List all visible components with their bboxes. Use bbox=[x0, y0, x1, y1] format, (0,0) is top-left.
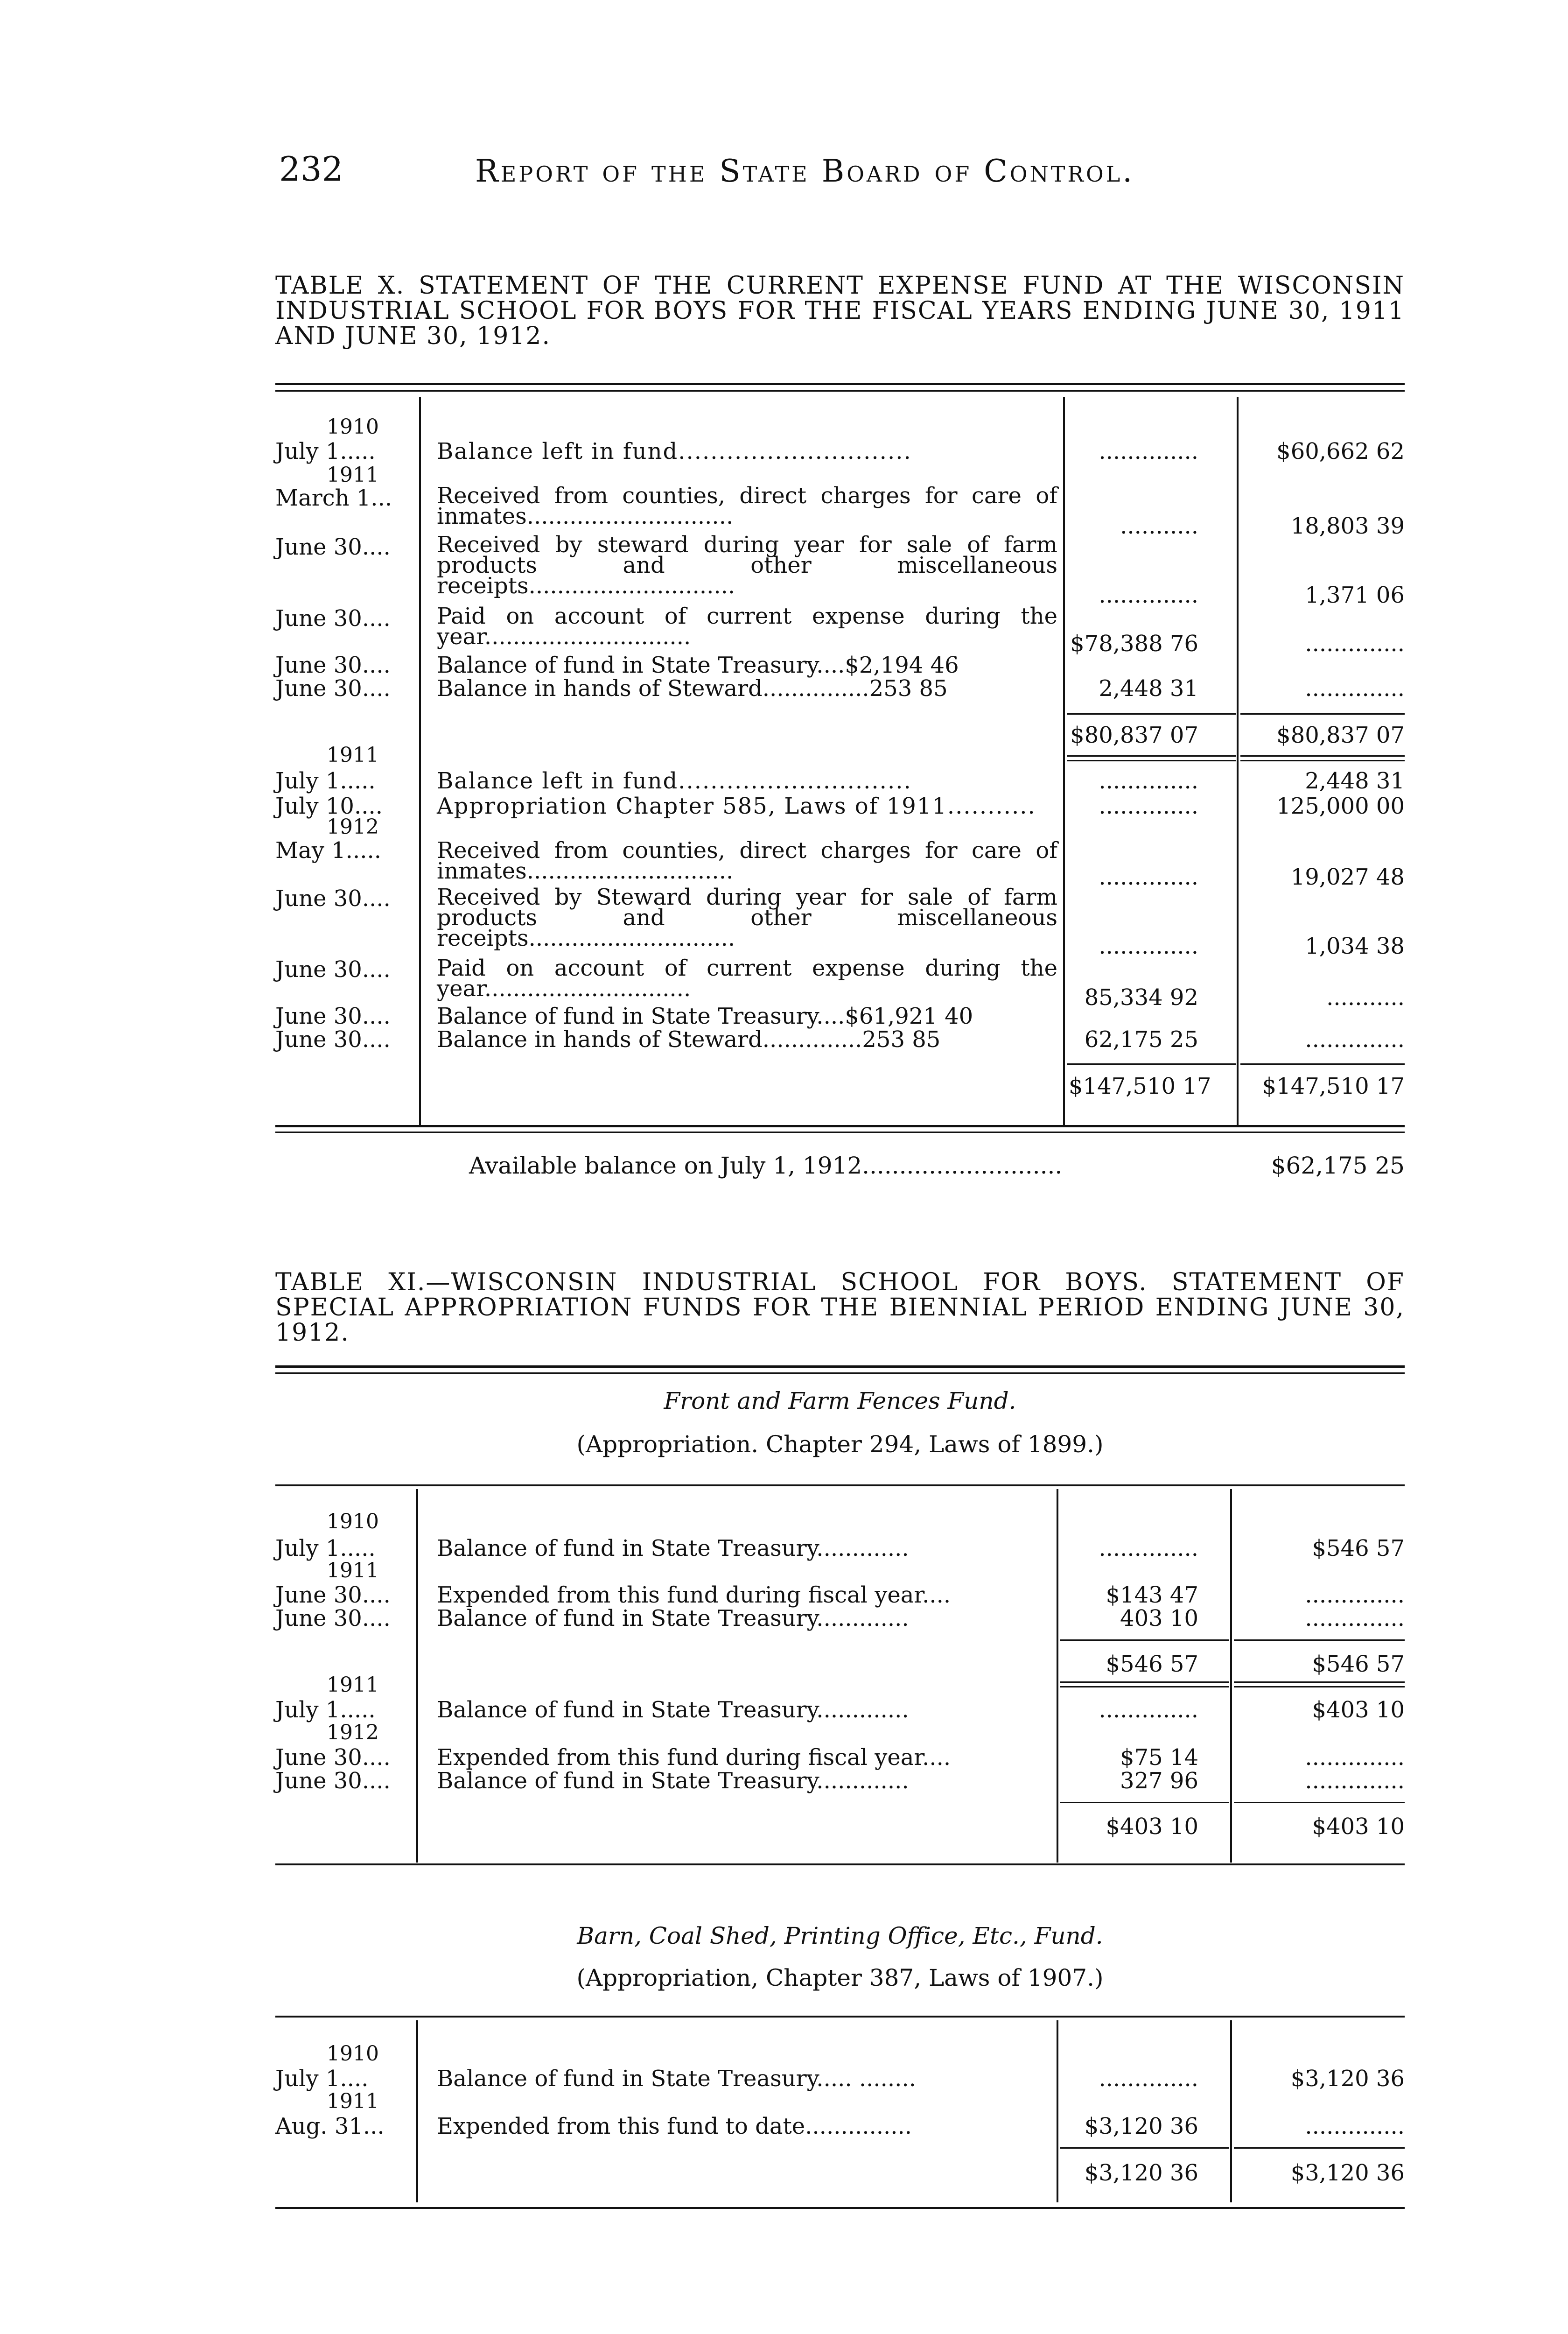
table-row bbox=[275, 439, 1405, 464]
row-date: June 30.... bbox=[275, 1605, 391, 1631]
row-date: June 30.... bbox=[275, 1026, 391, 1053]
row-description: Received from counties, direct charges for care of inmates............................. bbox=[437, 483, 1057, 529]
row-date: July 1..... bbox=[275, 1535, 376, 1561]
subtotal-rule bbox=[1067, 713, 1236, 715]
table-row bbox=[275, 1697, 1405, 1722]
year-label: 1912 bbox=[327, 1721, 379, 1744]
row-mid-amount: .............. bbox=[1099, 933, 1198, 959]
row-date: March 1... bbox=[275, 485, 392, 511]
table-row bbox=[275, 1768, 1405, 1793]
fund-1-title: Front and Farm Fences Fund. bbox=[664, 1387, 1016, 1414]
row-description: Balance of fund in State Treasury............. bbox=[437, 1605, 909, 1631]
row-description: Balance of fund in State Treasury....$61,921 40 bbox=[437, 1003, 973, 1029]
row-date: June 30.... bbox=[275, 1744, 391, 1771]
row-mid-amount: 403 10 bbox=[1120, 1605, 1198, 1631]
subtotal-rule bbox=[1060, 1802, 1229, 1803]
row-right-amount: .............. bbox=[1305, 1582, 1405, 1608]
table-row bbox=[275, 653, 1405, 678]
table-x-bottom-rule-2 bbox=[275, 1132, 1405, 1133]
fund-2-top-rule bbox=[275, 2016, 1405, 2018]
row-right-amount: $546 57 bbox=[1312, 1535, 1405, 1561]
row-description: Paid on account of current expense during the year............................. bbox=[437, 603, 1057, 650]
subtotal-rule bbox=[1240, 1063, 1405, 1065]
row-description: Balance of fund in State Treasury..... ........ bbox=[437, 2066, 916, 2092]
fund-2-bottom-rule bbox=[275, 2207, 1405, 2209]
page-number: 232 bbox=[279, 149, 343, 189]
row-date: June 30.... bbox=[275, 1768, 391, 1794]
year-label: 1910 bbox=[327, 2042, 379, 2066]
fund-2-appropriation: (Appropriation, Chapter 387, Laws of 1907.) bbox=[576, 1964, 1104, 1991]
running-head: Report of the State Board of Control. bbox=[475, 153, 1135, 189]
row-right-amount: .............. bbox=[1305, 1026, 1405, 1053]
table-row-total bbox=[275, 723, 1405, 748]
table-xi-top-rule bbox=[275, 1365, 1405, 1368]
table-row-total bbox=[275, 1814, 1405, 1839]
row-date: Aug. 31... bbox=[275, 2113, 385, 2139]
year-label: 1911 bbox=[327, 1559, 379, 1582]
row-description: Received by Steward during year for sale of farm products and other miscellaneous receipts............................. bbox=[437, 884, 1057, 951]
subtotal-rule bbox=[1234, 1802, 1405, 1803]
row-date: July 1..... bbox=[275, 1697, 376, 1723]
table-row bbox=[275, 1606, 1405, 1631]
row-date: June 30.... bbox=[275, 605, 391, 632]
row-mid-amount: 62,175 25 bbox=[1084, 1026, 1198, 1053]
available-balance-amount: $62,175 25 bbox=[1271, 1152, 1405, 1179]
row-right-amount: 18,803 39 bbox=[1290, 513, 1405, 539]
table-row bbox=[275, 794, 1405, 819]
total-rule bbox=[1067, 755, 1236, 757]
subtotal-rule bbox=[1067, 1063, 1236, 1065]
table-row bbox=[275, 1027, 1405, 1052]
table-row bbox=[275, 2066, 1405, 2091]
year-label: 1911 bbox=[327, 1673, 379, 1697]
row-description: Expended from this fund during fiscal year.... bbox=[437, 1582, 951, 1608]
row-description: Balance left in fund............................. bbox=[437, 768, 912, 794]
row-date: June 30.... bbox=[275, 534, 391, 560]
subtotal-rule bbox=[1060, 2147, 1229, 2149]
table-row-total bbox=[275, 1652, 1405, 1677]
row-date: July 1..... bbox=[275, 438, 376, 464]
row-description: Appropriation Chapter 585, Laws of 1911........... bbox=[437, 793, 1036, 819]
total-right: $403 10 bbox=[1312, 1814, 1405, 1840]
row-description: Balance in hands of Steward...............253 85 bbox=[437, 675, 948, 702]
total-rule bbox=[1060, 1686, 1229, 1687]
total-mid: $147,510 17 bbox=[1069, 1073, 1211, 1099]
row-mid-amount: $143 47 bbox=[1106, 1582, 1198, 1608]
row-mid-amount: 2,448 31 bbox=[1099, 675, 1198, 702]
row-mid-amount: $3,120 36 bbox=[1084, 2113, 1198, 2139]
row-mid-amount: 327 96 bbox=[1120, 1768, 1198, 1794]
total-right: $80,837 07 bbox=[1276, 722, 1405, 748]
row-mid-amount: .............. bbox=[1099, 864, 1198, 890]
row-mid-amount: $75 14 bbox=[1120, 1744, 1198, 1771]
table-row bbox=[275, 1582, 1405, 1608]
total-mid: $546 57 bbox=[1106, 1651, 1198, 1677]
table-row-total bbox=[275, 2160, 1405, 2186]
row-right-amount: 1,371 06 bbox=[1305, 582, 1405, 608]
table-row bbox=[275, 768, 1405, 794]
available-balance-text: Available balance on July 1, 1912........................... bbox=[469, 1152, 1063, 1179]
table-x-bottom-rule bbox=[275, 1125, 1405, 1127]
fund-2-title: Barn, Coal Shed, Printing Office, Etc., Fund. bbox=[577, 1922, 1103, 1949]
row-date: June 30.... bbox=[275, 1582, 391, 1608]
row-description: Balance of fund in State Treasury............. bbox=[437, 1535, 909, 1561]
fund-1-bottom-rule bbox=[275, 1863, 1405, 1865]
fund-1-top-rule bbox=[275, 1484, 1405, 1486]
row-right-amount: .............. bbox=[1305, 1605, 1405, 1631]
total-right: $147,510 17 bbox=[1262, 1073, 1405, 1099]
total-rule bbox=[1067, 760, 1236, 761]
row-mid-amount: $78,388 76 bbox=[1070, 631, 1198, 657]
row-right-amount: .............. bbox=[1305, 631, 1405, 657]
row-description: Received by steward during year for sale of farm products and other miscellaneous receipts............................. bbox=[437, 532, 1057, 599]
row-description: Balance in hands of Steward..............253 85 bbox=[437, 1026, 941, 1053]
row-date: May 1..... bbox=[275, 837, 381, 864]
year-label: 1911 bbox=[327, 2089, 379, 2113]
row-right-amount: ........... bbox=[1326, 984, 1405, 1011]
subtotal-rule bbox=[1234, 1639, 1405, 1641]
subtotal-rule bbox=[1234, 2147, 1405, 2149]
table-xi-top-rule-2 bbox=[275, 1372, 1405, 1374]
subtotal-rule bbox=[1240, 713, 1405, 715]
row-date: June 30.... bbox=[275, 675, 391, 702]
row-right-amount: 125,000 00 bbox=[1276, 793, 1405, 819]
row-right-amount: .............. bbox=[1305, 1744, 1405, 1771]
fund-1-appropriation: (Appropriation. Chapter 294, Laws of 1899.) bbox=[576, 1431, 1104, 1458]
row-description: Received from counties, direct charges for care of inmates............................. bbox=[437, 837, 1057, 884]
total-rule bbox=[1234, 1686, 1405, 1687]
row-description: Balance left in fund............................. bbox=[437, 438, 912, 464]
row-mid-amount: ........... bbox=[1120, 513, 1198, 539]
year-label: 1910 bbox=[327, 415, 379, 439]
total-rule bbox=[1234, 1681, 1405, 1683]
subtotal-rule bbox=[1060, 1639, 1229, 1641]
row-date: July 10.... bbox=[275, 793, 383, 819]
row-description: Expended from this fund to date............... bbox=[437, 2113, 912, 2139]
table-xi-caption: TABLE XI.—WISCONSIN INDUSTRIAL SCHOOL FOR BOYS. STATEMENT OF SPECIAL APPROPRIATION FUNDS FOR THE BIENNIAL PERIOD ENDING JUNE 30, 1912. bbox=[275, 1268, 1405, 1347]
table-x-top-rule-2 bbox=[275, 390, 1405, 392]
row-right-amount: 19,027 48 bbox=[1290, 864, 1405, 890]
table-row bbox=[275, 1536, 1405, 1561]
total-mid: $403 10 bbox=[1106, 1814, 1198, 1840]
row-mid-amount: .............. bbox=[1099, 582, 1198, 608]
total-mid: $3,120 36 bbox=[1084, 2160, 1198, 2186]
row-date: June 30.... bbox=[275, 1003, 391, 1029]
row-date: July 1..... bbox=[275, 768, 376, 794]
table-x-top-rule bbox=[275, 383, 1405, 385]
table-row bbox=[275, 2114, 1405, 2139]
row-right-amount: 2,448 31 bbox=[1305, 768, 1405, 794]
row-right-amount: $3,120 36 bbox=[1290, 2066, 1405, 2092]
row-description: Expended from this fund during fiscal year.... bbox=[437, 1744, 951, 1771]
row-mid-amount: .............. bbox=[1099, 438, 1198, 464]
row-right-amount: .............. bbox=[1305, 2113, 1405, 2139]
year-label: 1910 bbox=[327, 1510, 379, 1533]
total-rule bbox=[1240, 760, 1405, 761]
row-date: July 1.... bbox=[275, 2066, 369, 2092]
row-mid-amount: .............. bbox=[1099, 793, 1198, 819]
row-mid-amount: .............. bbox=[1099, 2066, 1198, 2092]
row-right-amount: 1,034 38 bbox=[1305, 933, 1405, 959]
row-date: June 30.... bbox=[275, 652, 391, 678]
row-date: June 30.... bbox=[275, 956, 391, 983]
row-mid-amount: .............. bbox=[1099, 1535, 1198, 1561]
year-label: 1911 bbox=[327, 463, 379, 487]
row-mid-amount: .............. bbox=[1099, 768, 1198, 794]
row-right-amount: .............. bbox=[1305, 1768, 1405, 1794]
row-description: Balance of fund in State Treasury............. bbox=[437, 1697, 909, 1723]
row-description: Paid on account of current expense during the year............................. bbox=[437, 955, 1057, 1002]
row-description: Balance of fund in State Treasury....$2,194 46 bbox=[437, 652, 959, 678]
total-right: $546 57 bbox=[1312, 1651, 1405, 1677]
table-row bbox=[275, 1745, 1405, 1770]
row-right-amount: $403 10 bbox=[1312, 1697, 1405, 1723]
total-rule bbox=[1240, 755, 1405, 757]
table-row bbox=[275, 1004, 1405, 1029]
total-rule bbox=[1060, 1681, 1229, 1683]
row-mid-amount: .............. bbox=[1099, 1697, 1198, 1723]
year-label: 1911 bbox=[327, 743, 379, 767]
year-label: 1912 bbox=[327, 815, 379, 839]
total-right: $3,120 36 bbox=[1290, 2160, 1405, 2186]
row-right-amount: .............. bbox=[1305, 675, 1405, 702]
table-row bbox=[275, 676, 1405, 701]
row-right-amount: $60,662 62 bbox=[1276, 438, 1405, 464]
total-mid: $80,837 07 bbox=[1070, 722, 1198, 748]
row-date: June 30.... bbox=[275, 886, 391, 912]
table-row-total bbox=[275, 1074, 1405, 1099]
table-x-caption: TABLE X. STATEMENT OF THE CURRENT EXPENSE FUND AT THE WISCONSIN INDUSTRIAL SCHOOL FOR BOYS FOR THE FISCAL YEARS ENDING JUNE 30, 1911 AND JUNE 30, 1912. bbox=[275, 272, 1405, 351]
row-description: Balance of fund in State Treasury............. bbox=[437, 1768, 909, 1794]
row-mid-amount: 85,334 92 bbox=[1084, 984, 1198, 1011]
